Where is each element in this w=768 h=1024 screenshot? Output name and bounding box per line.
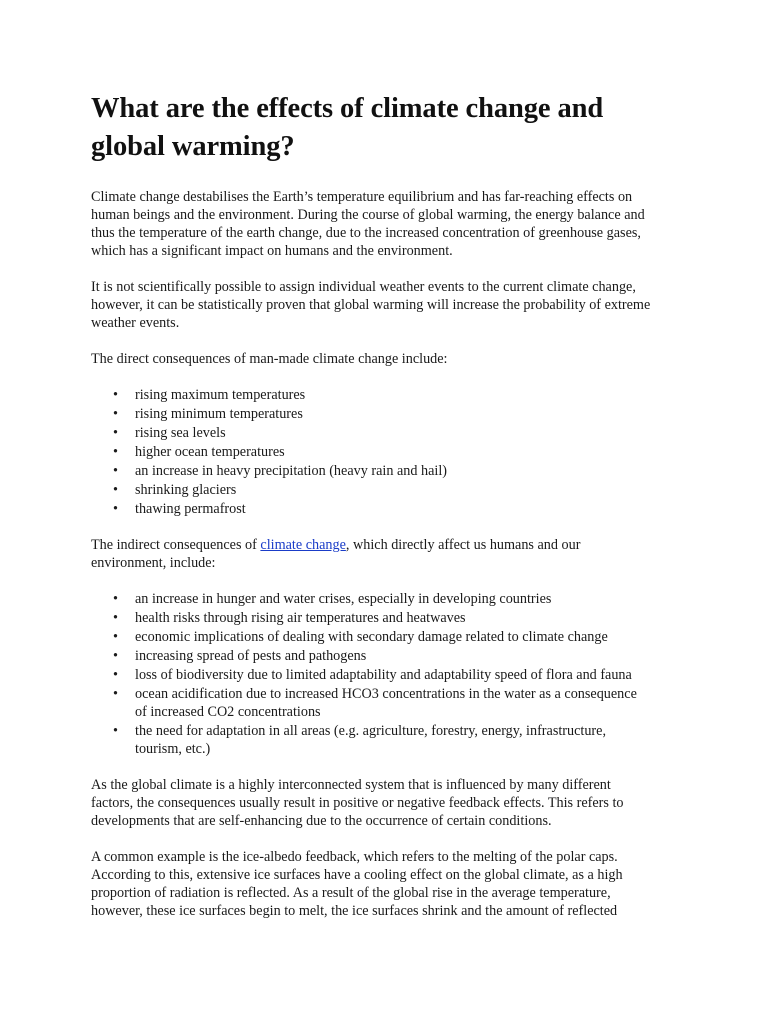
list-item: • higher ocean temperatures — [91, 443, 651, 461]
direct-consequences-heading: The direct consequences of man-made climate change include: — [91, 351, 448, 367]
list-item: • rising minimum temperatures — [91, 405, 651, 423]
page-title: What are the effects of climate change and global warming? — [91, 93, 604, 162]
intro-paragraph: It is not scientifically possible to assign individual weather events to the current climate change, however, it can be statistically proven that global warming will increase the probability of extreme weather events. — [91, 279, 651, 331]
list-item: • shrinking glaciers — [91, 481, 651, 499]
list-item: • economic implications of dealing with secondary damage related to climate change — [91, 628, 651, 646]
list-item: • an increase in hunger and water crises, especially in developing countries — [91, 590, 651, 608]
indirect-consequences-list — [91, 590, 651, 758]
list-item: • loss of biodiversity due to limited adaptability and adaptability speed of flora and fauna — [91, 666, 651, 684]
list-item: • ocean acidification due to increased HCO3 concentrations in the water as a consequence of increased CO2 concentrations — [91, 685, 651, 721]
feedback-paragraph: As the global climate is a highly interconnected system that is influenced by many different factors, the consequences usually result in positive or negative feedback effects. This refers to developments that are self-enhancing due to the occurrence of certain conditions. — [91, 777, 624, 829]
direct-consequences-list — [91, 386, 651, 518]
indirect-intro-text: The indirect consequences of — [91, 537, 261, 553]
document-page — [91, 90, 651, 938]
indirect-consequences-heading — [91, 536, 651, 572]
indirect-intro-text: , which directly affect us humans and our environment, include: — [91, 537, 581, 571]
list-item: • thawing permafrost — [91, 500, 651, 518]
list-item: • rising maximum temperatures — [91, 386, 651, 404]
climate-change-link[interactable]: climate change — [260, 537, 346, 553]
list-item: • health risks through rising air temperatures and heatwaves — [91, 609, 651, 627]
list-item: • an increase in heavy precipitation (heavy rain and hail) — [91, 462, 651, 480]
list-item: • rising sea levels — [91, 424, 651, 442]
list-item: • the need for adaptation in all areas (e.g. agriculture, forestry, energy, infrastructure, tourism, etc.) — [91, 722, 651, 758]
intro-paragraph: Climate change destabilises the Earth’s temperature equilibrium and has far-reaching effects on human beings and the environment. During the course of global warming, the energy balance and thus the temperature of the earth change, due to the increased concentration of greenhouse gases, which has a significant impact on humans and the environment. — [91, 189, 645, 259]
list-item: • increasing spread of pests and pathogens — [91, 647, 651, 665]
ice-albedo-paragraph: A common example is the ice-albedo feedback, which refers to the melting of the polar caps. According to this, extensive ice surfaces have a cooling effect on the global climate, as a high proportion of radiation is reflected. As a result of the global rise in the average temperature, however, these ice surfaces begin to melt, the ice surfaces shrink and the amount of reflected — [91, 849, 623, 919]
